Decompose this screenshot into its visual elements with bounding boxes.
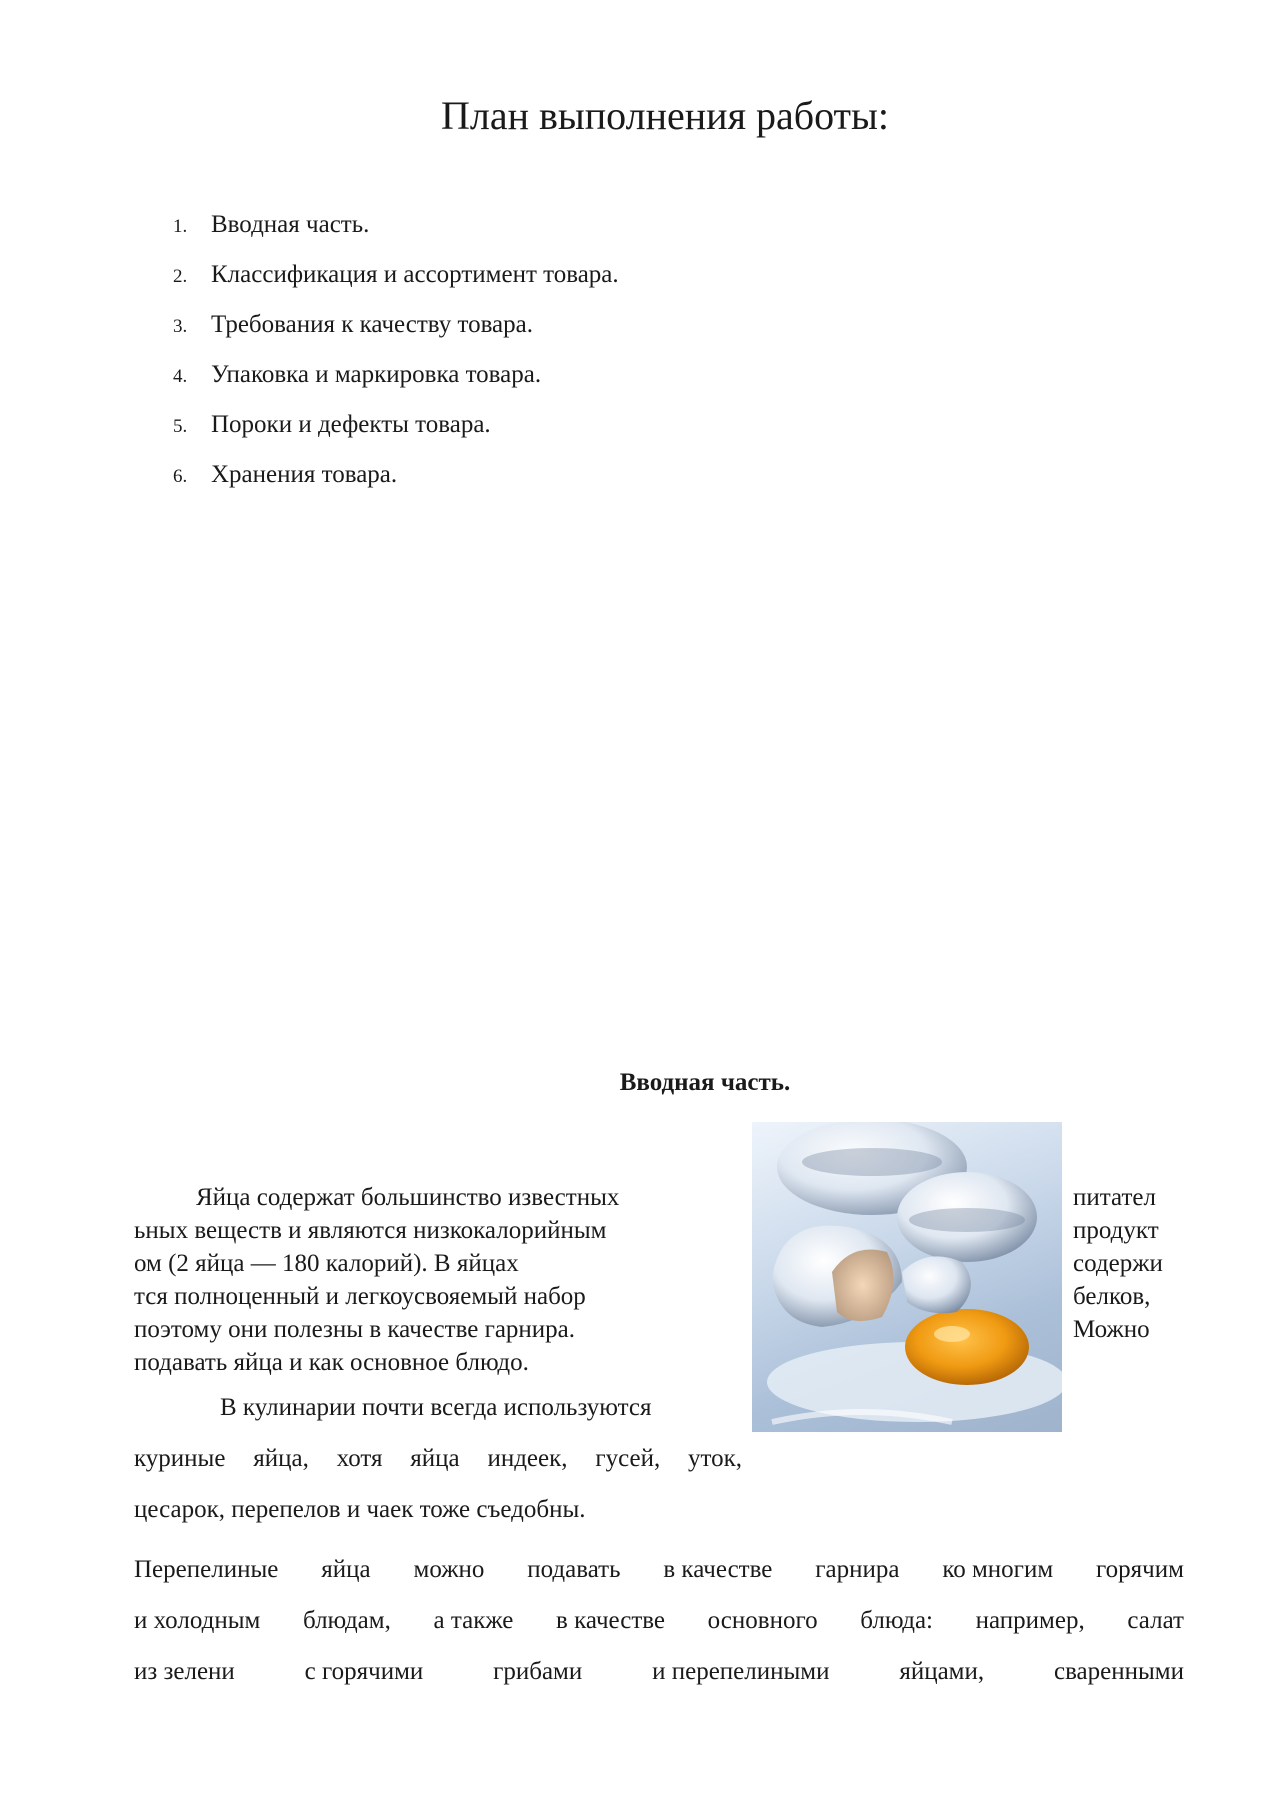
word: блюдам,: [302, 1607, 391, 1634]
word: яйца: [321, 1556, 371, 1583]
plan-item: [173, 400, 619, 450]
word: куриные: [134, 1445, 226, 1472]
intro-wrap-right: Можно: [1073, 1316, 1150, 1343]
intro-wrap-line: Яйца содержат большинство известных: [196, 1184, 620, 1211]
word: хотя: [336, 1445, 383, 1472]
word: яйца,: [253, 1445, 309, 1472]
intro-wrap-right: питател: [1073, 1184, 1156, 1211]
word: и перепелиными: [652, 1658, 830, 1685]
word: Перепелиные: [134, 1556, 279, 1583]
plan-list: [173, 200, 619, 500]
word: грибами: [493, 1658, 583, 1685]
intro-wrap-line: ьных веществ и являются низкокалорийным: [134, 1217, 607, 1244]
word: яйцами,: [899, 1658, 985, 1685]
plan-item: [173, 350, 619, 400]
intro-wrap-right: белков,: [1073, 1283, 1151, 1310]
plan-item-number: 1.: [173, 216, 188, 237]
word: салат: [1127, 1607, 1184, 1634]
word: гарнира: [815, 1556, 900, 1583]
culinary-line: В кулинарии почти всегда используются: [220, 1394, 652, 1421]
word: в качестве: [556, 1607, 666, 1634]
word: яйца: [410, 1445, 460, 1472]
plan-item: [173, 250, 619, 300]
plan-item-text: Пороки и дефекты товара.: [211, 411, 491, 438]
word: индеек,: [487, 1445, 568, 1472]
intro-wrap-right: содержи: [1073, 1250, 1163, 1277]
plan-item: [173, 450, 619, 500]
word: и холодным: [134, 1607, 261, 1634]
word: горячим: [1096, 1556, 1184, 1583]
plan-item-text: Требования к качеству товара.: [211, 311, 533, 338]
intro-wrap-line: подавать яйца и как основное блюдо.: [134, 1349, 529, 1376]
quail-justified-line: [134, 1553, 1184, 1586]
word: можно: [413, 1556, 485, 1583]
culinary-justified-line: [134, 1442, 742, 1475]
word: блюда:: [860, 1607, 933, 1634]
word: ко многим: [942, 1556, 1054, 1583]
plan-item: [173, 300, 619, 350]
word: с горячими: [304, 1658, 424, 1685]
word: уток,: [688, 1445, 742, 1472]
plan-item-text: Классификация и ассортимент товара.: [211, 261, 619, 288]
word: из зелени: [134, 1658, 235, 1685]
plan-item-number: 6.: [173, 466, 188, 487]
plan-title: План выполнения работы:: [440, 93, 890, 138]
plan-item-number: 2.: [173, 266, 188, 287]
word: гусей,: [595, 1445, 661, 1472]
quail-justified-line: [134, 1655, 1184, 1688]
plan-item-number: 4.: [173, 366, 188, 387]
plan-item-text: Хранения товара.: [211, 461, 398, 488]
plan-item-text: Вводная часть.: [211, 211, 370, 238]
intro-wrap-line: ом (2 яйца — 180 калорий). В яйцах: [134, 1250, 519, 1277]
word: в качестве: [663, 1556, 773, 1583]
quail-justified-line: [134, 1604, 1184, 1637]
plan-item-number: 5.: [173, 416, 188, 437]
plan-item-number: 3.: [173, 316, 188, 337]
word: сваренными: [1053, 1658, 1184, 1685]
word: подавать: [527, 1556, 621, 1583]
plan-item-text: Упаковка и маркировка товара.: [211, 361, 542, 388]
eggs-photo-icon: [752, 1122, 1062, 1432]
intro-wrap-line: тся полноценный и легкоусвояемый набор: [134, 1283, 586, 1310]
word: например,: [975, 1607, 1085, 1634]
word: основного: [707, 1607, 818, 1634]
plan-item: [173, 200, 619, 250]
intro-wrap-right: продукт: [1073, 1217, 1159, 1244]
intro-wrap-line: поэтому они полезны в качестве гарнира.: [134, 1316, 576, 1343]
word: а также: [433, 1607, 514, 1634]
culinary-line: цесарок, перепелов и чаек тоже съедобны.: [134, 1496, 586, 1523]
intro-heading: Вводная часть.: [619, 1069, 791, 1096]
